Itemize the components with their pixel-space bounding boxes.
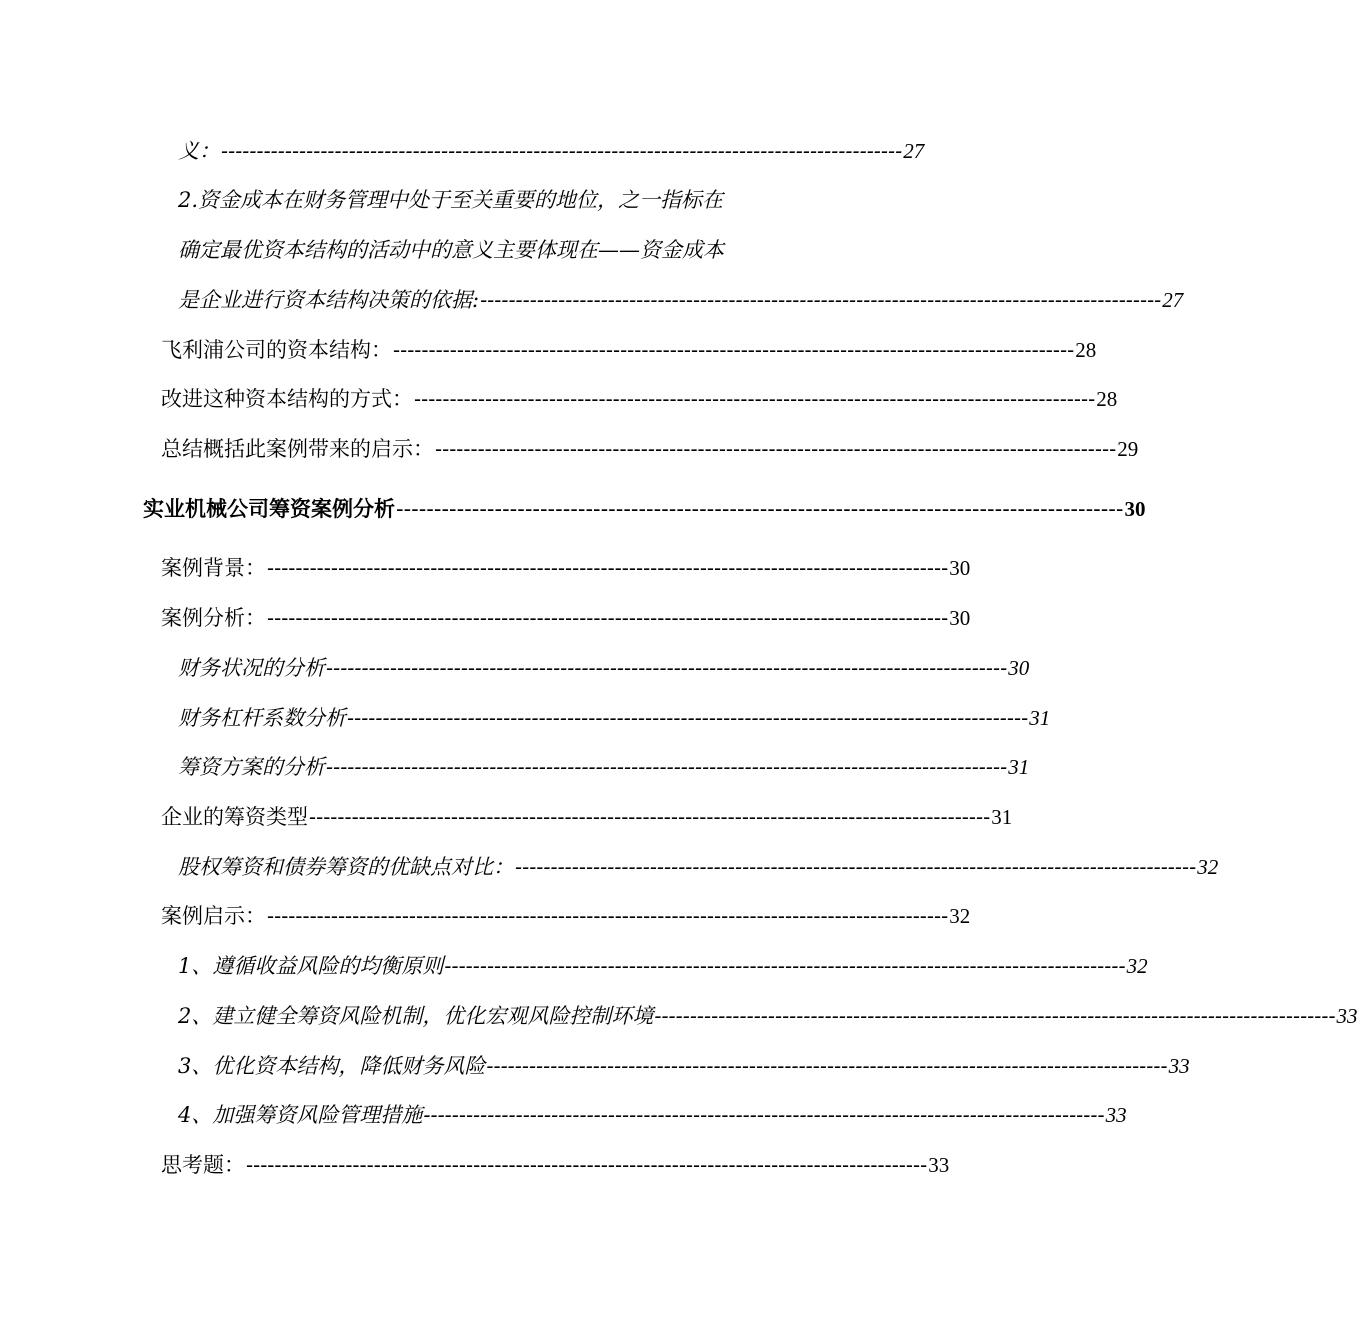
toc-leader: ------------------------------------------------------------------------------------------------ (480, 288, 1162, 312)
toc-chapter-entry[interactable] (143, 494, 1146, 524)
toc-leader: ------------------------------------------------------------------------------------------------ (486, 1054, 1168, 1078)
toc-leader: ------------------------------------------------------------------------------------------------ (347, 706, 1029, 730)
toc-entry[interactable] (161, 384, 1118, 414)
toc-entry-text: 飞利浦公司的资本结构： (161, 338, 392, 362)
toc-entry-text: 财务状况的分析 (178, 656, 325, 680)
toc-leader: ------------------------------------------------------------------------------------------------ (309, 805, 991, 829)
toc-entry-text: 3、优化资本结构，降低财务风险 (178, 1054, 486, 1078)
toc-entry[interactable] (178, 703, 1051, 733)
toc-leader: ------------------------------------------------------------------------------------------------ (515, 855, 1197, 879)
toc-entry-wrap[interactable] (178, 185, 723, 215)
toc-entry[interactable] (161, 901, 971, 931)
toc-page-number: 30 (1008, 656, 1030, 680)
toc-page-number: 31 (991, 805, 1013, 829)
toc-entry[interactable] (161, 1150, 950, 1180)
toc-leader: ------------------------------------------------------------------------------------------------ (221, 139, 903, 163)
toc-entry-text: 改进这种资本结构的方式： (161, 387, 413, 411)
toc-entry[interactable] (178, 1051, 1190, 1081)
toc-entry-text: 股权筹资和债券筹资的优缺点对比： (178, 855, 514, 879)
toc-page-number: 33 (1336, 1004, 1358, 1028)
toc-leader: ------------------------------------------------------------------------------------------------ (444, 954, 1126, 978)
toc-leader: ------------------------------------------------------------------------------------------------ (396, 497, 1124, 521)
toc-entry-text: 企业的筹资类型 (161, 805, 308, 829)
toc-page-number: 30 (949, 556, 971, 580)
toc-page-number: 33 (1168, 1054, 1190, 1078)
toc-chapter-title: 实业机械公司筹资案例分析 (143, 497, 395, 521)
toc-entry-text: 案例分析： (161, 606, 266, 630)
toc-entry[interactable] (161, 553, 971, 583)
toc-leader: ------------------------------------------------------------------------------------------------ (423, 1103, 1105, 1127)
toc-entry[interactable] (178, 752, 1030, 782)
toc-entry[interactable] (178, 1100, 1127, 1130)
toc-page-number: 30 (1124, 497, 1146, 521)
toc-entry[interactable] (161, 335, 1097, 365)
toc-page-number: 32 (1126, 954, 1148, 978)
toc-page-number: 27 (1162, 288, 1184, 312)
toc-entry[interactable] (161, 434, 1139, 464)
toc-entry-text: 筹资方案的分析 (178, 755, 325, 779)
toc-page-number: 27 (903, 139, 925, 163)
toc-entry[interactable] (178, 1001, 1358, 1031)
toc-leader: ------------------------------------------------------------------------------------------------ (393, 338, 1075, 362)
toc-page-number: 32 (949, 904, 971, 928)
toc-entry-text: 确定最优资本结构的活动中的意义主要体现在——资金成本 (178, 238, 724, 262)
toc-leader: ------------------------------------------------------------------------------------------------ (326, 656, 1008, 680)
toc-entry[interactable] (178, 285, 1184, 315)
toc-leader: ------------------------------------------------------------------------------------------------ (267, 904, 949, 928)
toc-entry-text: 思考题： (161, 1153, 245, 1177)
toc-leader: ------------------------------------------------------------------------------------------------ (654, 1004, 1336, 1028)
toc-entry[interactable] (178, 136, 925, 166)
toc-entry[interactable] (178, 852, 1219, 882)
toc-leader: ------------------------------------------------------------------------------------------------ (246, 1153, 928, 1177)
toc-entry[interactable] (178, 951, 1148, 981)
toc-entry-text: 义： (178, 139, 220, 163)
toc-page-number: 33 (928, 1153, 950, 1177)
toc-leader: ------------------------------------------------------------------------------------------------ (267, 556, 949, 580)
toc-leader: ------------------------------------------------------------------------------------------------ (267, 606, 949, 630)
toc-page-number: 28 (1096, 387, 1118, 411)
toc-entry-text: 财务杠杆系数分析 (178, 706, 346, 730)
toc-entry-text: 是企业进行资本结构决策的依据: (178, 288, 480, 312)
toc-leader: ------------------------------------------------------------------------------------------------ (414, 387, 1096, 411)
toc-entry-text: 2、建立健全筹资风险机制，优化宏观风险控制环境 (178, 1004, 654, 1028)
toc-page-number: 31 (1029, 706, 1051, 730)
toc-page-number: 33 (1105, 1103, 1127, 1127)
toc-entry-text: 4、加强筹资风险管理措施 (178, 1103, 423, 1127)
toc-entry-text: 案例启示： (161, 904, 266, 928)
toc-entry-text: 1、遵循收益风险的均衡原则 (178, 954, 444, 978)
toc-entry-wrap[interactable] (178, 235, 724, 265)
toc-page-number: 31 (1008, 755, 1030, 779)
toc-entry-text: 2.资金成本在财务管理中处于至关重要的地位，之一指标在 (178, 188, 724, 212)
toc-page-number: 29 (1117, 437, 1139, 461)
toc-entry[interactable] (161, 802, 1013, 832)
toc-entry[interactable] (178, 653, 1030, 683)
toc-entry-text: 案例背景： (161, 556, 266, 580)
toc-page-number: 32 (1197, 855, 1219, 879)
toc-page-number: 30 (949, 606, 971, 630)
toc-leader: ------------------------------------------------------------------------------------------------ (326, 755, 1008, 779)
toc-entry-text: 总结概括此案例带来的启示： (161, 437, 434, 461)
toc-page-number: 28 (1075, 338, 1097, 362)
toc-leader: ------------------------------------------------------------------------------------------------ (435, 437, 1117, 461)
toc-entry[interactable] (161, 603, 971, 633)
